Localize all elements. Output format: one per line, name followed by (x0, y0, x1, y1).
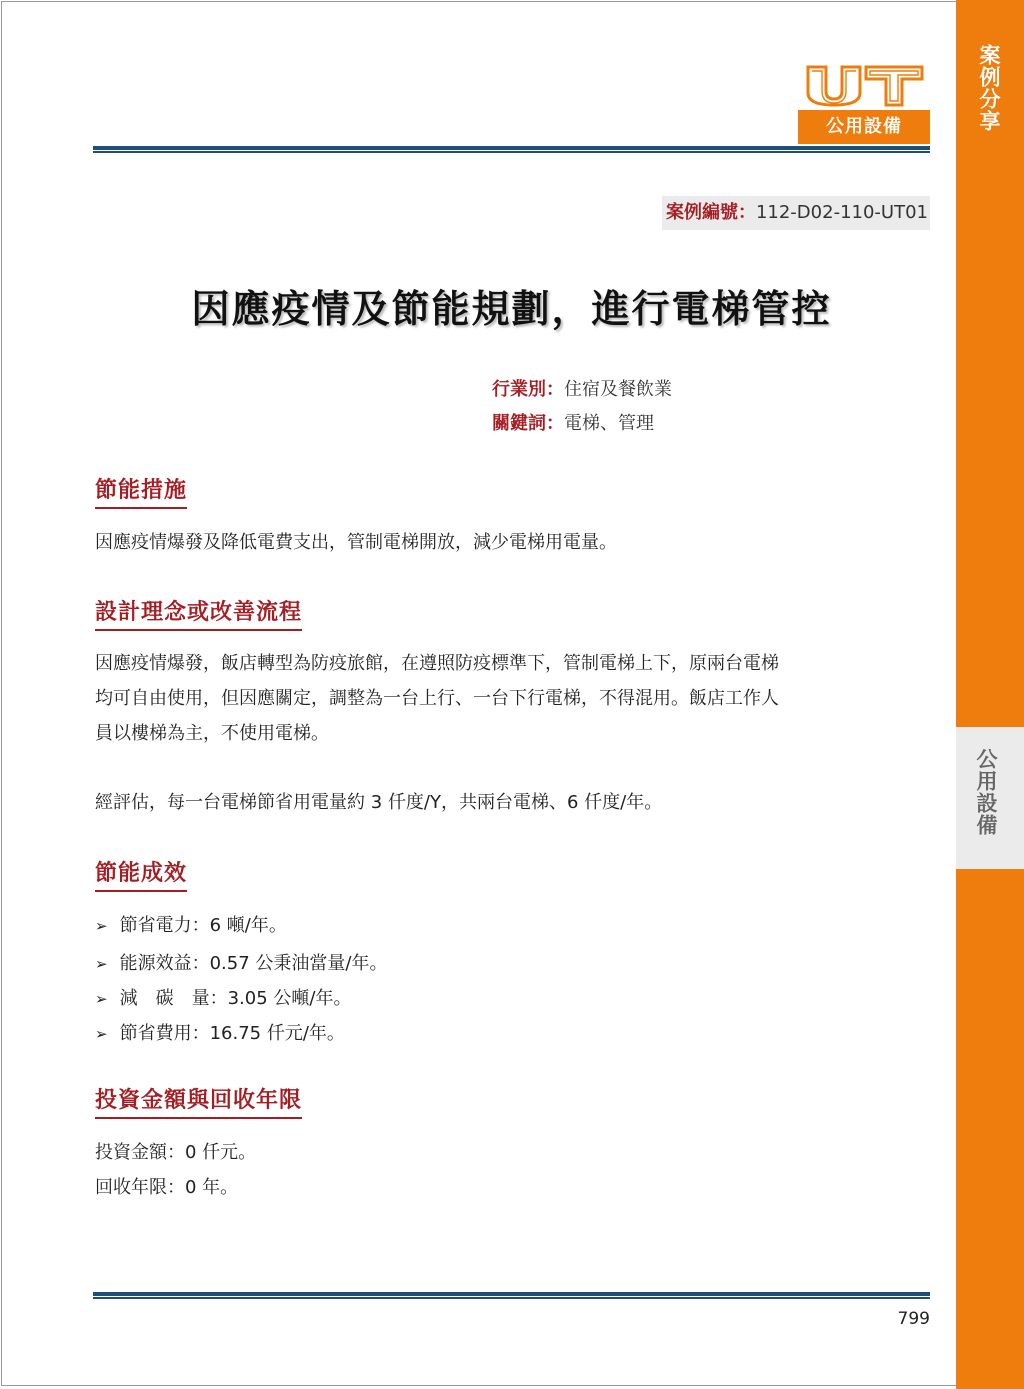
design-line-1: 因應疫情爆發，飯店轉型為防疫旅館，在遵照防疫標準下，管制電梯上下，原兩台電梯 (95, 653, 779, 674)
result-item (95, 1019, 345, 1045)
arrow-bullet-icon: ➢ (95, 1025, 108, 1043)
ut-logo (804, 63, 926, 107)
payback-period: 回收年限：0 年。 (95, 1177, 239, 1198)
arrow-bullet-icon: ➢ (95, 955, 108, 973)
industry-value: 住宿及餐飲業 (564, 379, 672, 400)
design-line-4: 經評估，每一台電梯節省用電量約 3 仟度/Y，共兩台電梯、6 仟度/年。 (95, 792, 663, 813)
side-category-label: 公用設備 (974, 748, 998, 836)
section-heading-measures: 節能措施 (95, 473, 187, 509)
section-heading-results: 節能成效 (95, 856, 187, 892)
result-item (95, 949, 387, 975)
page-title: 因應疫情及節能規劃，進行電梯管控 (191, 287, 832, 331)
page-number: 799 (897, 1309, 930, 1329)
header-rule (93, 146, 930, 150)
category-band: 公用設備 (798, 110, 930, 144)
side-bar (956, 0, 1024, 1389)
footer-rule (93, 1292, 930, 1296)
arrow-bullet-icon: ➢ (95, 990, 108, 1008)
result-item-text: 節省電力：6 噸/年。 (119, 915, 287, 936)
industry-line (492, 375, 672, 401)
industry-label: 行業別： (492, 379, 564, 400)
section-heading-design: 設計理念或改善流程 (95, 595, 302, 631)
keywords-line (492, 409, 654, 435)
measures-text: 因應疫情爆發及降低電費支出，管制電梯開放，減少電梯用電量。 (95, 532, 617, 553)
result-item-text: 節省費用：16.75 仟元/年。 (119, 1023, 345, 1044)
keywords-label: 關鍵詞： (492, 413, 564, 434)
section-heading-investment: 投資金額與回收年限 (95, 1083, 302, 1119)
keywords-value: 電梯、管理 (564, 413, 654, 434)
result-item-text: 減 碳 量：3.05 公噸/年。 (119, 988, 352, 1009)
result-item (95, 911, 287, 937)
result-item (95, 984, 351, 1010)
design-line-3: 員以樓梯為主，不使用電梯。 (95, 723, 329, 744)
side-top-label: 案例分享 (977, 44, 1001, 132)
arrow-bullet-icon: ➢ (95, 917, 108, 935)
footer-rule-thin (93, 1297, 930, 1299)
case-id-value: 112-D02-110-UT01 (755, 202, 928, 223)
case-id-label: 案例編號： (665, 202, 756, 223)
investment-amount: 投資金額：0 仟元。 (95, 1142, 257, 1163)
header-rule-thin (93, 151, 930, 153)
design-line-2: 均可自由使用，但因應關定，調整為一台上行、一台下行電梯，不得混用。飯店工作人 (95, 688, 779, 709)
case-id (662, 196, 930, 230)
result-item-text: 能源效益：0.57 公秉油當量/年。 (119, 953, 388, 974)
